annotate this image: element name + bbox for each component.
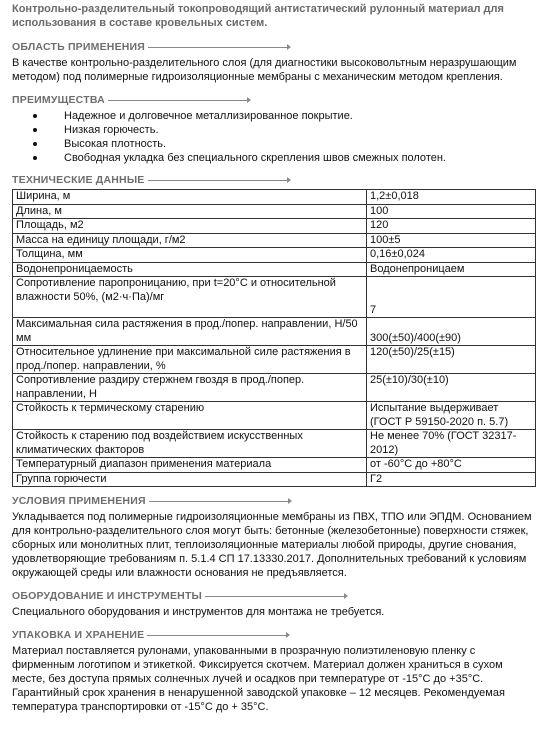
table-row (13, 233, 536, 248)
section-title: УПАКОВКА И ХРАНЕНИЕ (12, 629, 145, 641)
value-cell: от -60°С до +80°С (367, 458, 536, 473)
section-header-application (12, 40, 536, 54)
param-cell: Длина, м (13, 204, 367, 219)
section-header-equipment (12, 589, 536, 603)
param-cell: Группа горючести (13, 472, 367, 487)
section-rule (148, 47, 288, 48)
section-title: УСЛОВИЯ ПРИМЕНЕНИЯ (12, 495, 146, 507)
section-rule (108, 100, 248, 101)
list-item: Высокая плотность. (30, 137, 536, 151)
table-row (13, 402, 536, 430)
section-rule (149, 501, 289, 502)
value-cell: Не менее 70% (ГОСТ 32317-2012) (367, 430, 536, 458)
param-cell: Относительное удлинение при максимальной силе растяжения в прод./попер. направлении, % (13, 346, 367, 374)
value-cell: 1,2±0,018 (367, 190, 536, 205)
section-title: ПРЕИМУЩЕСТВА (12, 94, 105, 106)
value-cell: 100 (367, 204, 536, 219)
equipment-text: Специального оборудования и инструментов для монтажа не требуется. (12, 606, 385, 618)
table-row (13, 374, 536, 402)
table-row (13, 204, 536, 219)
list-item: Свободная укладка без специального скрепления швов смежных полотен. (30, 151, 536, 165)
table-row (13, 472, 536, 487)
section-title: ОБОРУДОВАНИЕ И ИНСТРУМЕНТЫ (12, 590, 203, 602)
section-header-conditions (12, 494, 536, 508)
table-row (13, 248, 536, 263)
value-cell: 7 (367, 277, 536, 318)
param-cell: Сопротивление раздиру стержнем гвоздя в прод./попер. направлении, Н (13, 374, 367, 402)
param-cell: Стойкость к старению под воздействием искусственных климатических факторов (13, 430, 367, 458)
advantages-list (12, 109, 536, 165)
param-cell: Ширина, м (13, 190, 367, 205)
table-row (13, 430, 536, 458)
param-cell: Водонепроницаемость (13, 262, 367, 277)
table-row (13, 190, 536, 205)
value-cell: Испытание выдерживает (ГОСТ Р 59150-2020 п. 5.7) (367, 402, 536, 430)
table-row (13, 219, 536, 234)
value-cell: 100±5 (367, 233, 536, 248)
param-cell: Толщина, мм (13, 248, 367, 263)
list-item: Надежное и долговечное металлизированное покрытие. (30, 109, 536, 123)
param-cell: Максимальная сила растяжения в прод./попер. направлении, Н/50 мм (13, 318, 367, 346)
section-header-advantages (12, 93, 536, 107)
application-text: В качестве контрольно-разделительного слоя (для диагностики высоковольтным неразрушающим методом) под полимерные гидроизоляционные мембраны с механическим методом крепления. (12, 57, 517, 83)
table-row (13, 458, 536, 473)
packaging-text: Материал поставляется рулонами, упакованными в прозрачную полиэтиленовую пленку с фирменным логотипом и этикеткой. Фиксируется скотчем. Материал должен храниться в сухом месте, без доступа прямых солнечных лучей и осадков при температуре от -15°С до +35°С. Гарантийный срок хранения в ненарушенной заводской упаковке – 12 месяцев. Рекомендуемая температура транспортировки от -15°С до + 35°С. (12, 645, 505, 713)
tech-data-table (12, 189, 536, 487)
value-cell: Г2 (367, 472, 536, 487)
conditions-text: Укладывается под полимерные гидроизоляционные мембраны из ПВХ, ТПО или ЭПДМ. Основанием для контрольно-разделительного слоя могут быть: бетонные (железобетонные) поверхности стяжек, сборных или монолитных плит, теплоизоляционные материалы любой природы, другие снования, удовлетворяющие требованиям п. 5.1.4 СП 17.13330.2017. Дополнительных требований к условиям окружающей среды или влажности основания не предъявляется. (12, 511, 532, 579)
section-title: ОБЛАСТЬ ПРИМЕНЕНИЯ (12, 41, 146, 53)
value-cell: 300(±50)/400(±90) (367, 318, 536, 346)
section-rule (148, 180, 288, 181)
param-cell: Площадь, м2 (13, 219, 367, 234)
table-row (13, 346, 536, 374)
section-rule (147, 635, 287, 636)
section-title: ТЕХНИЧЕСКИЕ ДАННЫЕ (12, 174, 145, 186)
section-rule (205, 596, 345, 597)
intro-text: Контрольно-разделительный токопроводящий антистатический рулонный материал для использования в составе кровельных систем. (12, 3, 504, 29)
table-row (13, 318, 536, 346)
value-cell: 0,16±0,024 (367, 248, 536, 263)
param-cell: Стойкость к термическому старению (13, 402, 367, 430)
section-header-packaging (12, 628, 536, 642)
value-cell: 120(±50)/25(±15) (367, 346, 536, 374)
list-item: Низкая горючесть. (30, 123, 536, 137)
value-cell: 25(±10)/30(±10) (367, 374, 536, 402)
param-cell: Температурный диапазон применения материала (13, 458, 367, 473)
table-row (13, 277, 536, 318)
section-header-tech (12, 173, 536, 187)
value-cell: Водонепроницаем (367, 262, 536, 277)
value-cell: 120 (367, 219, 536, 234)
param-cell: Сопротивление паропроницанию, при t=20°С и относительной влажности 50%, (м2·ч·Па)/мг (13, 277, 367, 318)
table-row (13, 262, 536, 277)
param-cell: Масса на единицу площади, г/м2 (13, 233, 367, 248)
